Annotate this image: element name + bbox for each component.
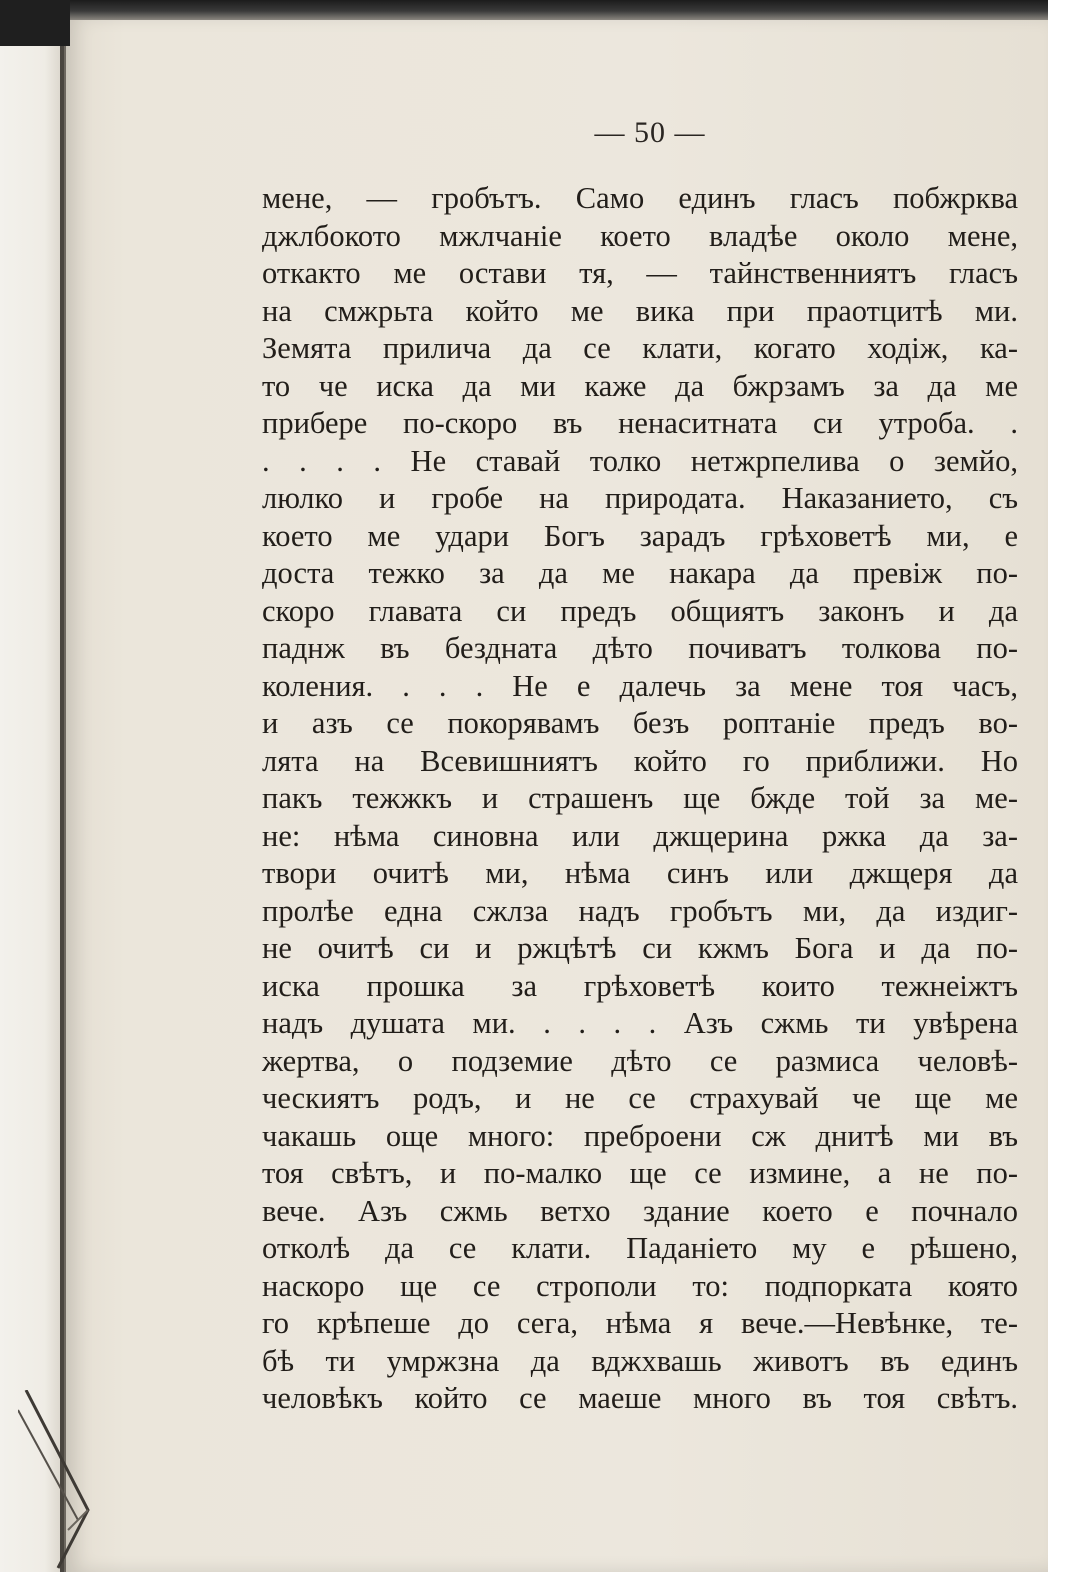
text-line: люлко и гробе на природата. Наказанието, съ [262, 481, 1018, 515]
left-margin [0, 46, 64, 1572]
text-line: Земята прилича да се клати, когато ходіж, ка- [262, 331, 1018, 365]
text-line: иска прошка за грѣховетѣ които тежнеіжтъ [262, 968, 1018, 1003]
text-line: откакто ме остави тя, — тайнственниятъ гласъ [262, 256, 1018, 290]
text-line: го крѣпеше до сега, нѣма я вече.—Невѣнке, те- [262, 1306, 1018, 1340]
text-line: на смжрьта който ме вика при праотцитѣ ми. [262, 293, 1018, 328]
text-line: надъ душата ми. . . . . Азъ сжмь ти увѣрена [262, 1006, 1018, 1040]
page-header [0, 0, 1080, 200]
text-line: жертва, о подземие дѣто се размиса человѣ- [262, 1043, 1018, 1078]
text-line: коления. . . . Не е далечь за мене тоя часъ, [262, 668, 1018, 703]
text-line: не: нѣма синовна или джщерина ржка да за- [262, 818, 1018, 853]
right-scan-margin [1048, 0, 1080, 1572]
text-line: ческиятъ родъ, и не се страхувай че ще ме [262, 1081, 1018, 1115]
text-line: прибере по-скоро въ ненаситната си утроба. . [262, 406, 1018, 440]
text-line: человѣкъ който се маеше много въ тоя свѣтъ. [262, 1381, 1018, 1415]
text-line: чакашь още много: преброени сж днитѣ ми въ [262, 1118, 1018, 1153]
text-line: лята на Всевишниятъ който го приближи. Но [262, 743, 1018, 778]
text-line: джлбокото мжлчаніе което владѣе около мене, [262, 218, 1018, 253]
page-left-edge [60, 40, 64, 1572]
page-corner-crease [18, 1390, 138, 1570]
text-line: твори очитѣ ми, нѣма синъ или джщеря да [262, 856, 1018, 890]
text-line: то че иска да ми каже да бжрзамъ за да ме [262, 368, 1018, 403]
text-line: не очитѣ си и ржцѣтѣ си кжмъ Бога и да по- [262, 931, 1018, 965]
body-text [262, 180, 1018, 1418]
text-line: отколѣ да се клати. Паданіето му е рѣшено, [262, 1231, 1018, 1265]
text-line: което ме удари Богъ зарадъ грѣховетѣ ми, е [262, 518, 1018, 553]
text-line: паднж въ бездната дѣто почиватъ толкова по- [262, 631, 1018, 665]
text-line: мене, — гробътъ. Само единъ гласъ побжрква [262, 181, 1018, 215]
text-line: пролѣе една сжлза надъ гробътъ ми, да издиг- [262, 893, 1018, 928]
text-line: наскоро ще се строполи то: подпорката която [262, 1268, 1018, 1303]
text-line: и азъ се покорявамъ безъ роптаніе предъ во- [262, 706, 1018, 740]
text-line: бѣ ти умржзна да вджхвашь животъ въ единъ [262, 1343, 1018, 1378]
text-line: вече. Азъ сжмь ветхо здание което е почнало [262, 1193, 1018, 1228]
page-number: — 50 — [594, 116, 706, 149]
text-line: пакъ тежжкъ и страшенъ ще бжде той за ме- [262, 781, 1018, 815]
text-line: доста тежко за да ме накара да превіж по- [262, 556, 1018, 590]
text-line: скоро главата си предъ общиятъ законъ и да [262, 593, 1018, 628]
text-line: . . . . Не ставай толко нетжрпелива о земйо, [262, 443, 1018, 478]
text-line: тоя свѣтъ, и по-малко ще се измине, а не по- [262, 1156, 1018, 1190]
